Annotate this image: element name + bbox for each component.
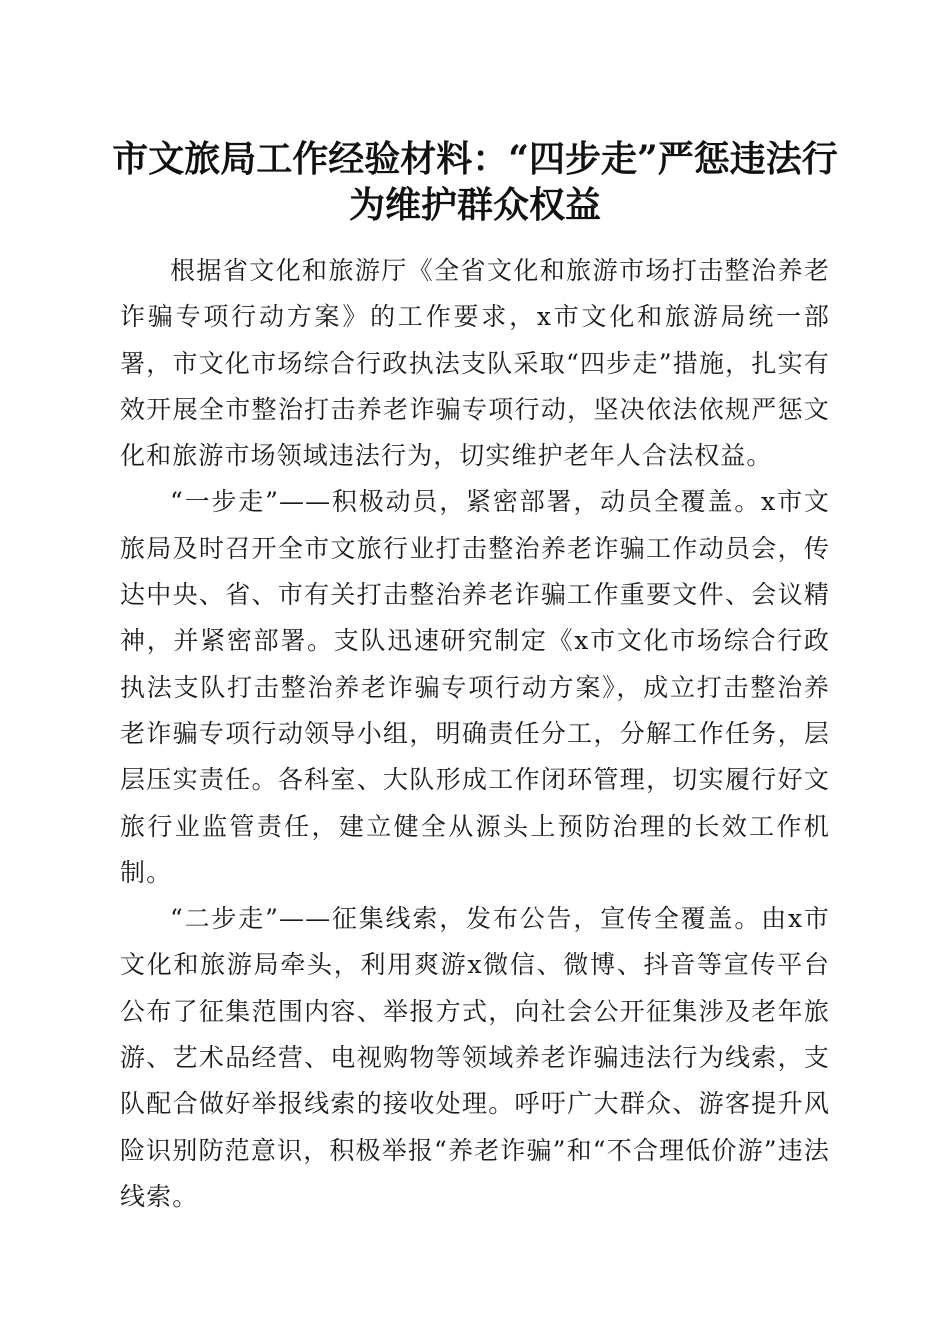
document-title: 市文旅局工作经验材料：“四步走”严惩违法行为维护群众权益	[112, 138, 838, 226]
paragraph-step-two: “二步走”——征集线索，发布公告，宣传全覆盖。由x市文化和旅游局牵头，利用爽游x微信、微博、抖音等宣传平台公布了征集范围内容、举报方式，向社会公开征集涉及老年旅游、艺术品经营、电视购物等领域养老诈骗违法行为线索，支队配合做好举报线索的接收处理。呼吁广大群众、游客提升风险识别防范意识，积极举报“养老诈骗”和“不合理低价游”违法线索。	[120, 904, 830, 1211]
paragraph-intro: 根据省文化和旅游厅《全省文化和旅游市场打击整治养老诈骗专项行动方案》的工作要求，x市文化和旅游局统一部署，市文化市场综合行政执法支队采取“四步走”措施，扎实有效开展全市整治打击养老诈骗专项行动，坚决依法依规严惩文化和旅游市场领域违法行为，切实维护老年人合法权益。	[120, 256, 830, 471]
paragraph-step-one: “一步走”——积极动员，紧密部署，动员全覆盖。x市文旅局及时召开全市文旅行业打击整治养老诈骗工作动员会，传达中央、省、市有关打击整治养老诈骗工作重要文件、会议精神，并紧密部署。支队迅速研究制定《x市文化市场综合行政执法支队打击整治养老诈骗专项行动方案》，成立打击整治养老诈骗专项行动领导小组，明确责任分工，分解工作任务，层层压实责任。各科室、大队形成工作闭环管理，切实履行好文旅行业监管责任，建立健全从源头上预防治理的长效工作机制。	[120, 487, 830, 887]
document-body	[120, 248, 830, 1220]
